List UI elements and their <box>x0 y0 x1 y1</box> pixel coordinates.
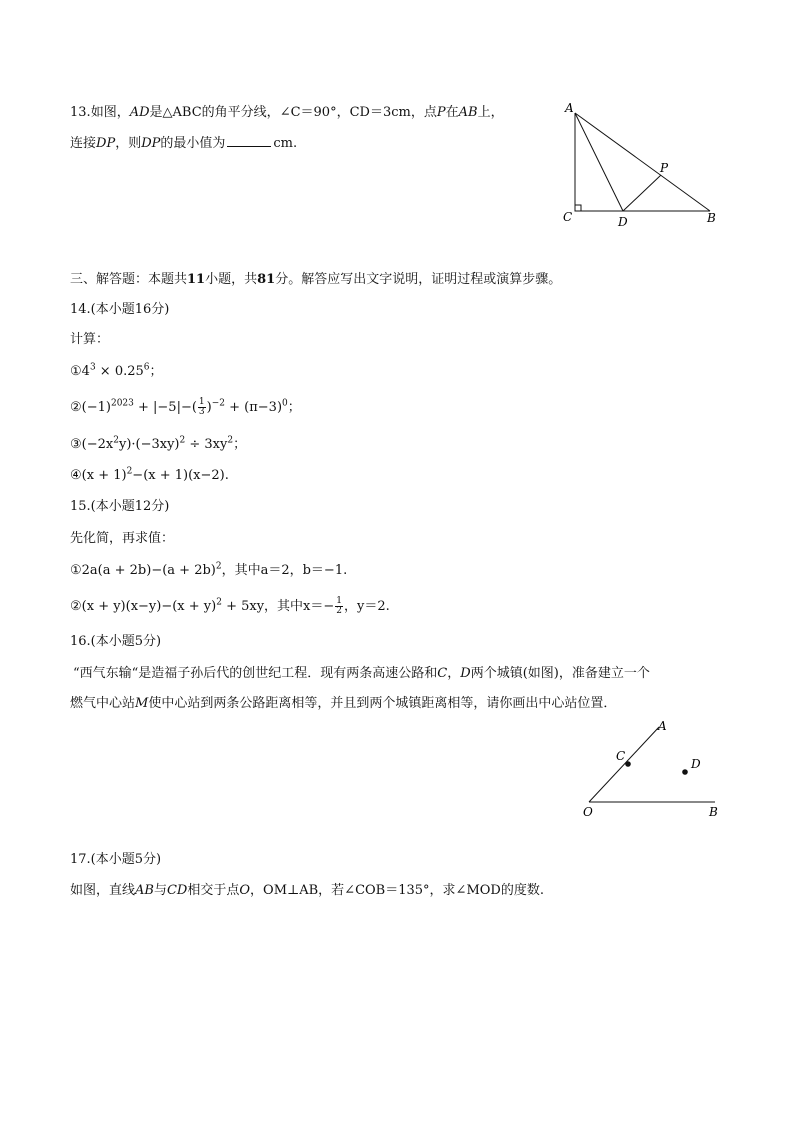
q13-AD: AD <box>129 105 150 120</box>
section3-text: 分。解答应写出文字说明，证明过程或演算步骤。 <box>275 272 562 287</box>
q14-item4: ④(x + 1)$^2$−(x + 1)(x−2). <box>70 466 229 483</box>
q14-item3: $③(-2x^2y)\cdot(-3xy)^2 \div 3xy^2$； <box>70 435 247 452</box>
town-C-point <box>625 761 631 767</box>
q13-text: 连接 <box>70 136 97 151</box>
q14-prompt: 计算： <box>70 332 110 347</box>
q17-line1: 如图，直线AB与CD相交于点O，OM⊥AB，若∠COB＝135°，求∠MOD的度数. <box>70 883 544 898</box>
q15-prompt: 先化简，再求值： <box>70 531 175 546</box>
section3-count: 11 <box>187 272 206 287</box>
section3-heading <box>70 271 561 289</box>
label-C: C <box>563 210 573 224</box>
q13-text: 上， <box>477 105 504 120</box>
q14-heading: 14.(本小题16分) <box>70 302 170 317</box>
q15-item2: ②(x + $y)(x-y)-(x + y)^2 + 5xy$，其中x＝− $\frac{1}{2}$ ，y＝2. <box>70 596 390 616</box>
section3-score: 81 <box>257 272 276 287</box>
label-C: C <box>616 749 626 763</box>
right-angle-mark <box>575 205 581 211</box>
q13-number: 13. <box>70 105 91 120</box>
label-B: B <box>709 805 718 819</box>
fraction: $\frac{1}{3}$ <box>198 397 205 417</box>
q13-DP: DP <box>96 136 116 151</box>
q13-text: ，则 <box>115 136 142 151</box>
road-OA <box>589 727 659 802</box>
label-D: D <box>691 757 701 771</box>
q13-angle: ∠C＝90° <box>279 105 337 120</box>
q13-text: 的最小值为 <box>160 136 226 151</box>
label-O: O <box>583 805 593 819</box>
q13-text: ，点 <box>410 105 437 120</box>
q14-item1: $①4^3 \times 0.25^6$； <box>70 362 163 379</box>
town-D-point <box>682 769 688 775</box>
q17-heading: 17.(本小题5分) <box>70 852 162 867</box>
q13-text: 的角平分线， <box>201 105 280 120</box>
q13-text: 如图， <box>90 105 130 120</box>
q16-line2: 燃气中心站M使中心站到两条公路距离相等，并且到两个城镇距离相等，请你画出中心站位置． <box>70 696 617 711</box>
q13-line2 <box>70 134 297 153</box>
q13-cd: CD＝3cm <box>349 105 411 120</box>
label-A: A <box>658 719 667 733</box>
fraction: $\frac{1}{2}$ <box>336 596 343 616</box>
q13-line1 <box>70 104 504 122</box>
q13-text: 在 <box>445 105 459 120</box>
q16-heading: 16.(本小题5分) <box>70 634 162 649</box>
segment-AD <box>575 113 623 211</box>
q15-item1: ①2a(a + $2b)-(a + 2b)^2$，其中a＝2，b＝−1. <box>70 561 348 578</box>
q13-P: P <box>436 105 446 120</box>
label-B: B <box>707 211 716 225</box>
label-D: D <box>618 215 628 229</box>
q14-item2: $②(-1)^{2023} + |-5|-$( $\frac{1}{3}$ )$^{-2} + (\pi-3)^0$； <box>70 397 301 417</box>
q13-AB: AB <box>458 105 478 120</box>
section3-text: 小题，共 <box>205 272 258 287</box>
q15-heading: 15.(本小题12分) <box>70 499 170 514</box>
segment-AB <box>575 113 710 211</box>
section3-text: 三、解答题：本题共 <box>70 272 188 287</box>
q16-figure <box>575 715 735 825</box>
q13-triangle: △ABC <box>162 105 202 120</box>
q13-text: ， <box>336 105 350 120</box>
q13-text: cm. <box>273 136 298 151</box>
q13-figure <box>555 98 735 233</box>
q13-answer-blank[interactable] <box>227 134 271 147</box>
label-A: A <box>565 101 574 115</box>
q13-DP: DP <box>141 136 161 151</box>
label-P: P <box>660 161 669 175</box>
q16-line1: “西气东输“是造福子孙后代的创世纪工程．现有两条高速公路和C，D两个城镇(如图)，准备建立一个 <box>73 666 650 681</box>
segment-DP <box>623 175 661 211</box>
q13-text: 是 <box>149 105 163 120</box>
